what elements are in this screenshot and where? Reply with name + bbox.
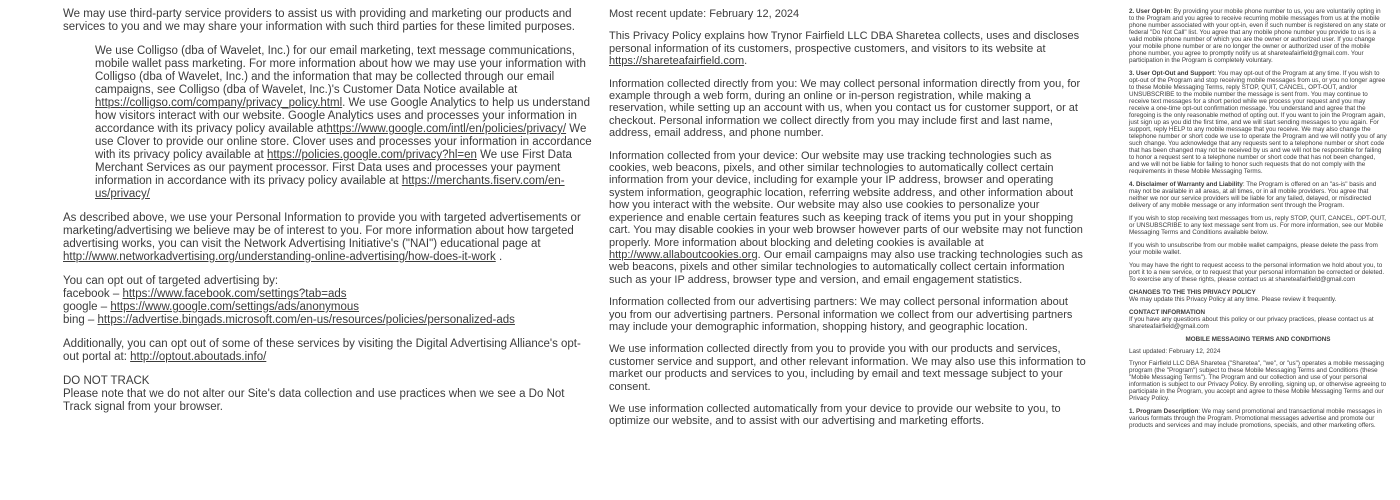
firstdata-privacy-link[interactable]: https://merchants.fiserv.com/en-us/privacy/ [95, 175, 565, 200]
use-products-paragraph: We use information collected directly from you to provide you with our products and services, customer service and support, and other relevant information. We may also use this information to market our products and services to you, including by email and text message subject to your consent. [609, 343, 1086, 393]
facebook-label: facebook – [63, 288, 123, 300]
nai-text: As described above, we use your Personal Information to provide you with targeted advertisements or marketing/advertising we believe may be of interest to you. For more information about how targeted advertising works, you can visit the Network Advertising Initiative's ("NAI") educational page at [63, 212, 581, 250]
disclaimer-body: : The Program is offered on an "as-is" basis and may not be available in all areas, at all times, or in all mobile providers. You agree that neither we nor our service providers will be liable for any failed, delayed, or misdirected delivery of any mobile message or any information sent through the Program. [1129, 181, 1377, 209]
colligso-privacy-link[interactable]: https://colligso.com/company/privacy_policy.html [95, 97, 343, 109]
allaboutcookies-link[interactable]: http://www.allaboutcookies.org [609, 248, 758, 261]
contact-heading: CONTACT INFORMATION [1129, 309, 1206, 316]
bing-label: bing – [63, 314, 98, 326]
colligso-text-post: . [342, 97, 349, 109]
collected-device-body: : Our website may use tracking technologies such as cookies, web beacons, pixels, and other similar technologies to automatically collect certain information from your device, including for example your IP address, browser and operating system information, geographic location, referring website address, and other information about how you interact with the website. Our website may also use cookies to personalize your experience and enable certain features such as keeping track of items you put in your shopping cart. You may disable cookies in your web browser however parts of our website may not function properly. More information about blocking and deleting cookies is available at [609, 149, 1083, 249]
optout-item-facebook [63, 288, 592, 301]
website-link[interactable]: https://shareteafairfield.com [609, 55, 745, 68]
optout-item-bing [63, 314, 592, 327]
left-column [63, 8, 592, 414]
nai-education-link[interactable]: http://www.networkadvertising.org/understanding-online-advertising/how-does-it-work [63, 251, 496, 263]
do-not-track-body: Please note that we do not alter our Site's data collection and use practices when we see a Do Not Track signal from your browser. [63, 388, 565, 413]
nai-text-post: . [495, 251, 503, 263]
collected-partners-body: : We may collect personal information about you from our advertising partners. Personal information we collect from our advertising partners may include your demographic information, shopping history, and geographic location. [609, 296, 1073, 333]
bing-optout-link[interactable]: https://advertise.bingads.microsoft.com/en-us/resources/policies/personalized-ads [97, 314, 515, 326]
user-optout-section [1129, 70, 1387, 175]
program-description-title: 1. Program Description [1129, 408, 1199, 415]
policy-intro-post: . [744, 55, 748, 68]
colligso-text: We use Colligso (dba of Wavelet, Inc.) for our email marketing, text message communications, mobile wallet pass marketing. For more information about how we may use your information with Colligso (dba of Wavelet, Inc.) and the information that may be collected through our email campaigns, see Colligso (dba of Wavelet, Inc.)'s Customer Data Notice available at [95, 45, 586, 96]
nai-paragraph [63, 212, 592, 264]
data-rights-paragraph: You may have the right to request access to the personal information we hold about you, to port it to a new service, or to request that your personal information be corrected or deleted. To exercise any of these rights, please contact us at shareteafairfield@gmail.com [1129, 262, 1385, 283]
changes-heading: CHANGES TO THE THIS PRIVACY POLICY [1129, 289, 1256, 296]
contact-body: If you have any questions about this policy or our privacy practices, please contact us at shareteafairfield@gmail.com [1129, 316, 1374, 330]
third-party-intro: We may use third-party service providers to assist us with providing and marketing our products and services to you and we may share your information with such third parties for these limited purposes. [63, 8, 575, 33]
do-not-track-title: DO NOT TRACK [63, 375, 150, 387]
wallet-unsubscribe-paragraph: If you wish to unsubscribe from our mobile wallet campaigns, please delete the pass from your mobile wallet. [1129, 242, 1378, 256]
user-optout-body: : You may opt-out of the Program at any time. If you wish to opt-out of the Program and stop receiving mobile messages from us, or you no longer agree to these Mobile Messaging Terms, reply STOP, QUIT, CANCEL, OPT-OUT, and/or UNSUBSCRIBE to the mobile number the message is sent from. You may continue to receive text messages for a short period while we process your request and you may receive a one-time opt-out confirmation message. You understand and agree that the foregoing is the only reasonable method of opting out. If you want to join the Program again, just sign up as you did the first time, and we will start sending messages to you again. For support, reply HELP to any mobile message that you receive. We may also change the telephone number or short code we use to operate the Program and we will notify you of any such change. You acknowledge that any requests sent to a telephone number or short code that has been changed may not be received by us and we will not be responsible for failing to honor a request sent to a telephone number or short code that has not been changed, and we will not be liable for failing to honor such requests that do not comply with the requirements in these Mobile Messaging Terms. [1129, 70, 1387, 175]
user-optin-body: : By providing your mobile phone number to us, you are voluntarily opting in to the Program and you agree to receive recurring mobile messages from us at the mobile phone number associated with your opt-in, even if such number is registered on any state or federal "Do Not Call" list. You agree that any mobile phone number you provide to us is a valid mobile phone number of which you are the owner or authorized user. If you change your mobile phone number or are no longer the owner or authorized user of the mobile phone number, you agree to promptly notify us at shareteafairfield@gmail.com. Your participation in the Program is completely voluntary. [1129, 8, 1386, 64]
mmtc-intro-paragraph: Trynor Fairfield LLC DBA Sharetea ("Sharetea", "we", or "us") operates a mobile messaging program (the "Program") subject to these Mobile Messaging Terms and Conditions (these "Mobile Messaging Terms"). The Program and our collection and use of your personal information is subject to our Privacy Policy. By enrolling, signing up, or otherwise agreeing to participate in the Program, you accept and agree to these Mobile Messaging Terms and our Privacy Policy. [1129, 360, 1387, 402]
policy-intro [609, 30, 1087, 67]
stop-messages-paragraph: If you wish to stop receiving text messages from us, reply STOP, QUIT, CANCEL, OPT-OUT, or UNSUBSCRIBE to any text message sent from us. For more information, see our Mobile Messaging Terms and Conditions available below. [1129, 215, 1386, 236]
use-automatic-paragraph: We use information collected automatically from your device to provide our website to you, to optimize our website, and to assist with our advertising and marketing efforts. [609, 402, 1061, 428]
program-description-body: : We may send promotional and transactional mobile messages in various formats through the Program. Promotional messages advertise and promote our products and services and may include promotions, specials, and other marketing offers. [1129, 408, 1382, 429]
collected-directly-label: Information collected directly from you [609, 77, 795, 90]
disclaimer-title: 4. Disclaimer of Warranty and Liability [1129, 181, 1243, 188]
update-line: Most recent update: February 12, 2024 [609, 8, 800, 20]
collected-directly-paragraph [609, 78, 1087, 140]
mobile-messaging-terms-heading: MOBILE MESSAGING TERMS AND CONDITIONS [1185, 336, 1331, 343]
daa-optout-link[interactable]: http://optout.aboutads.info/ [130, 351, 267, 363]
google-analytics-text: We use Google Analytics to help us understand how visitors interact with our website. Google Analytics uses and processes your information in accordance with its privacy policy available at [95, 97, 590, 135]
optout-item-google [63, 301, 592, 314]
targeted-optout-block [63, 275, 592, 327]
disclaimer-section [1129, 181, 1387, 209]
daa-text: Additionally, you can opt out of some of these services by visiting the Digital Advertising Alliance's opt-out portal at: [63, 338, 581, 363]
changes-body: We may update this Privacy Policy at any time. Please review it frequently. [1129, 296, 1337, 303]
optout-heading: You can opt out of targeted advertising by: [63, 275, 279, 287]
vendor-disclosures [95, 45, 592, 201]
google-optout-link[interactable]: https://www.google.com/settings/ads/anonymous [110, 301, 359, 313]
mmtc-last-updated: Last updated: February 12, 2024 [1129, 348, 1221, 355]
collected-partners-paragraph [609, 296, 1087, 333]
collected-device-paragraph [609, 150, 1087, 286]
facebook-optout-link[interactable]: https://www.facebook.com/settings?tab=ads [122, 288, 347, 300]
daa-paragraph [63, 338, 592, 364]
firstdata-text: We use First Data Merchant Services as our payment processor. First Data uses and processes your payment information in accordance with its privacy policy available at [95, 149, 572, 187]
collected-device-label: Information collected from your device [609, 149, 795, 162]
policy-intro-text: This Privacy Policy explains how Trynor Fairfield LLC DBA Sharetea collects, uses and discloses personal information of its customers, prospective customers, and visitors to its website at [609, 30, 1080, 55]
collected-partners-label: Information collected from our advertising partners [609, 296, 855, 309]
google-privacy-link[interactable]: https://www.google.com/intl/en/policies/privacy/ [326, 123, 567, 135]
program-description-section [1129, 408, 1387, 429]
clover-privacy-link[interactable]: https://policies.google.com/privacy?hl=en [266, 149, 477, 161]
user-optin-section [1129, 8, 1387, 64]
collected-directly-body: : We may collect personal information directly from you, for example through a web form, during an online or in-person registration, while making a reservation, while setting up an account with us, when you contact us for customer support, or at checkout. Personal information we collect directly from you may include first and last name, address, email address, and phone number. [609, 77, 1081, 140]
user-optin-title: 2. User Opt-In [1129, 8, 1171, 15]
right-column [1129, 8, 1387, 435]
google-label: google – [63, 301, 111, 313]
do-not-track-block [63, 375, 592, 414]
middle-column [609, 8, 1087, 438]
collected-device-body-post: . Our email campaigns may also use tracking technologies such as web beacons, pixels and other similar technologies to automatically collect certain information such as your IP address, browser type and version, and email engagement statistics. [609, 248, 1083, 286]
clover-text: We use Clover to provide our online store. Clover uses and processes your information in accordance with its privacy policy available at [95, 123, 592, 161]
user-optout-title: 3. User Opt-Out and Support [1129, 70, 1215, 77]
